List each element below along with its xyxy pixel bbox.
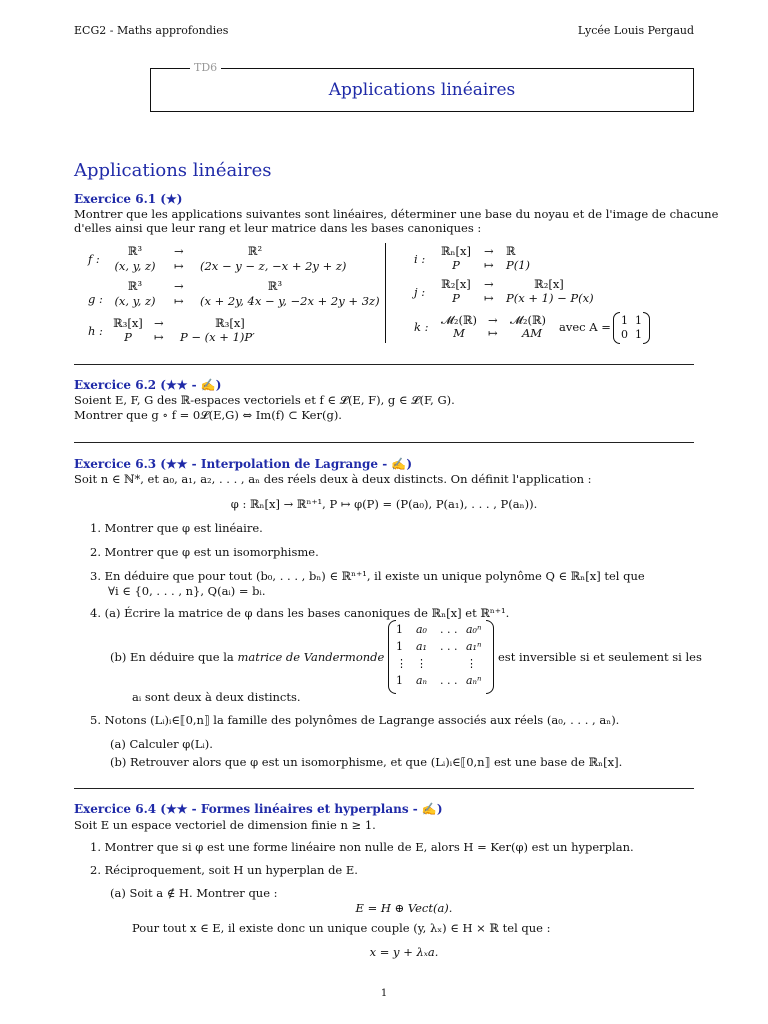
map-i-codomain: ℝ: [506, 244, 516, 258]
matrix-a-21: 0: [621, 328, 628, 341]
exercise-6-4-eq-1: E = H ⊕ Vect(a).: [355, 901, 453, 915]
exercise-6-4-q1: 1. Montrer que si φ est une forme linéaire non nulle de E, alors H = Ker(φ) est un hyperplan.: [90, 840, 634, 854]
exercise-6-4-line-1: Soit E un espace vectoriel de dimension finie n ≥ 1.: [74, 818, 376, 832]
map-g-codomain: ℝ³: [267, 279, 283, 293]
map-k-mapsto: ↦: [488, 326, 498, 340]
vandermonde-matrix: [396, 623, 488, 687]
q4b-vandermonde: matrice de Vandermonde: [237, 650, 385, 664]
vm-r3-c2: ⋮: [416, 657, 427, 670]
vm-r2-c4: a₁ⁿ: [466, 640, 482, 653]
exercise-6-2-line-1: Soient E, F, G des ℝ-espaces vectoriels et f ∈ 𝓛(E, F), g ∈ 𝓛(F, G).: [74, 393, 455, 407]
map-k-image: AM: [522, 326, 543, 340]
vm-r2-c3: . . .: [440, 640, 458, 653]
map-g-arrow: →: [174, 279, 184, 293]
map-j-codomain: ℝ₂[x]: [534, 277, 564, 291]
vm-r1-c1: 1: [396, 623, 403, 636]
exercise-6-3-q1: 1. Montrer que φ est linéaire.: [90, 521, 263, 535]
exercise-6-2-title: Exercice 6.2 (★★ - ✍): [74, 378, 222, 392]
exercise-6-3-q4b: [110, 650, 384, 665]
separator-rule-1: [74, 364, 694, 365]
exercise-6-3-title: Exercice 6.3 (★★ - Interpolation de Lagrange - ✍): [74, 457, 413, 471]
map-i-arrow: →: [484, 244, 494, 258]
map-k-var: M: [453, 326, 465, 340]
exercise-6-3-q5: 5. Notons (Lᵢ)ᵢ∈⟦0,n⟧ la famille des polynômes de Lagrange associés aux réels (a₀, . . . , aₙ).: [90, 713, 620, 727]
map-h-mapsto: ↦: [154, 330, 164, 344]
page-number: 1: [380, 988, 388, 999]
map-h-var: P: [124, 330, 132, 344]
vm-r2-c2: a₁: [416, 640, 427, 653]
header-right: Lycée Louis Pergaud: [577, 24, 694, 37]
exercise-6-3-q4b-post: est inversible si et seulement si les: [498, 650, 702, 664]
exercise-6-3-q3-line-2: ∀i ∈ {0, . . . , n}, Q(aᵢ) = bᵢ.: [108, 584, 266, 598]
map-j-mapsto: ↦: [484, 291, 494, 305]
exercise-6-4-title: Exercice 6.4 (★★ - Formes linéaires et hyperplans - ✍): [74, 802, 443, 816]
exercise-6-3-q4b-end: aᵢ sont deux à deux distincts.: [132, 690, 301, 704]
map-f-mapsto: ↦: [174, 259, 184, 273]
exercise-6-3-q4a: 4. (a) Écrire la matrice de φ dans les bases canoniques de ℝₙ[x] et ℝⁿ⁺¹.: [90, 606, 510, 620]
map-i-name: i :: [414, 252, 426, 266]
map-g-name: g :: [88, 292, 103, 306]
matrix-a-right-paren: [643, 312, 650, 344]
map-h-arrow: →: [154, 316, 164, 330]
vm-r4-c4: aₙⁿ: [466, 674, 482, 687]
map-k-name: k :: [414, 320, 429, 334]
vm-r3-c4: ⋮: [466, 657, 477, 670]
map-f-var: (x, y, z): [114, 259, 156, 273]
exercise-6-1-text-2: d'elles ainsi que leur rang et leur matrice dans les bases canoniques :: [74, 221, 482, 235]
matrix-a-12: 1: [635, 314, 642, 327]
section-title: Applications linéaires: [74, 160, 272, 181]
map-g-var: (x, y, z): [114, 294, 156, 308]
map-f-image: (2x − y − z, −x + 2y + z): [200, 259, 347, 273]
map-i-image: P(1): [506, 258, 531, 272]
separator-rule-2: [74, 442, 694, 443]
td-title: Applications linéaires: [328, 80, 516, 100]
vm-r4-c3: . . .: [440, 674, 458, 687]
vm-r4-c2: aₙ: [416, 674, 428, 687]
q4b-pre: (b) En déduire que la: [110, 650, 234, 664]
map-j-image: P(x + 1) − P(x): [506, 291, 594, 305]
vm-r2-c1: 1: [396, 640, 403, 653]
vm-r4-c1: 1: [396, 674, 403, 687]
exercise-6-3-q3-line-1: 3. En déduire que pour tout (b₀, . . . , bₙ) ∈ ℝⁿ⁺¹, il existe un unique polynôme Q ∈ ℝₙ[x] tel que: [90, 569, 645, 583]
separator-rule-3: [74, 788, 694, 789]
matrix-a-left-paren: [613, 312, 620, 344]
map-j-name: j :: [414, 285, 426, 299]
map-j-var: P: [452, 291, 460, 305]
map-f-codomain: ℝ²: [247, 244, 263, 258]
map-j-arrow: →: [484, 277, 494, 291]
td-tag: TD6: [190, 61, 221, 74]
map-k-codomain: 𝓜₂(ℝ): [510, 313, 547, 327]
exercise-6-4-eq-2: x = y + λₓa.: [369, 945, 439, 959]
vm-r1-c4: a₀ⁿ: [466, 623, 482, 636]
exercise-6-3-q5b: (b) Retrouver alors que φ est un isomorphisme, et que (Lᵢ)ᵢ∈⟦0,n⟧ est une base de ℝₙ[x].: [110, 755, 623, 769]
map-f-name: f :: [88, 252, 100, 266]
vm-r3-c3: [440, 657, 466, 670]
exercise-6-1-text-1: Montrer que les applications suivantes sont linéaires, déterminer une base du noyau et de l'image de chacune: [74, 207, 719, 221]
map-k-arrow: →: [488, 313, 498, 327]
map-g-image: (x + 2y, 4x − y, −2x + 2y + 3z): [200, 294, 380, 308]
exercise-6-4-q2a: (a) Soit a ∉ H. Montrer que :: [110, 886, 278, 900]
vm-r3-c1: ⋮: [396, 657, 407, 670]
column-divider: [385, 243, 386, 343]
map-i-var: P: [452, 258, 460, 272]
map-f-domain: ℝ³: [127, 244, 143, 258]
map-h-name: h :: [88, 324, 103, 338]
exercise-6-3-line-1: Soit n ∈ ℕ*, et a₀, a₁, a₂, . . . , aₙ des réels deux à deux distincts. On définit l'application :: [74, 472, 592, 486]
map-g-domain: ℝ³: [127, 279, 143, 293]
map-j-domain: ℝ₂[x]: [441, 277, 471, 291]
matrix-a-11: 1: [621, 314, 628, 327]
vm-r1-c3: . . .: [440, 623, 458, 636]
vm-r1-c2: a₀: [416, 623, 427, 636]
exercise-6-2-line-2: Montrer que g ∘ f = 0𝓛(E,G) ⇔ Im(f) ⊂ Ker(g).: [74, 408, 342, 422]
map-k-domain: 𝓜₂(ℝ): [440, 313, 478, 327]
exercise-6-1-title: Exercice 6.1 (★): [74, 192, 183, 206]
exercise-6-3-formula: φ : ℝₙ[x] → ℝⁿ⁺¹, P ↦ φ(P) = (P(a₀), P(a₁), . . . , P(aₙ)).: [230, 497, 538, 511]
exercise-6-4-q2: 2. Réciproquement, soit H un hyperplan de E.: [90, 863, 358, 877]
exercise-6-4-text: Pour tout x ∈ E, il existe donc un unique couple (y, λₓ) ∈ H × ℝ tel que :: [132, 921, 551, 935]
matrix-a-22: 1: [635, 328, 642, 341]
exercise-6-3-q2: 2. Montrer que φ est un isomorphisme.: [90, 545, 319, 559]
map-g-mapsto: ↦: [174, 294, 184, 308]
vandermonde-left-paren: [388, 620, 396, 694]
map-h-domain: ℝ₃[x]: [113, 316, 143, 330]
map-h-codomain: ℝ₃[x]: [215, 316, 245, 330]
map-h-image: P − (x + 1)P′: [180, 330, 255, 344]
header-left: ECG2 - Maths approfondies: [74, 24, 229, 37]
matrix-a-label: avec A =: [559, 320, 611, 334]
map-i-domain: ℝₙ[x]: [441, 244, 471, 258]
map-f-arrow: →: [174, 244, 184, 258]
exercise-6-3-q5a: (a) Calculer φ(Lᵢ).: [110, 737, 213, 751]
map-i-mapsto: ↦: [484, 258, 494, 272]
